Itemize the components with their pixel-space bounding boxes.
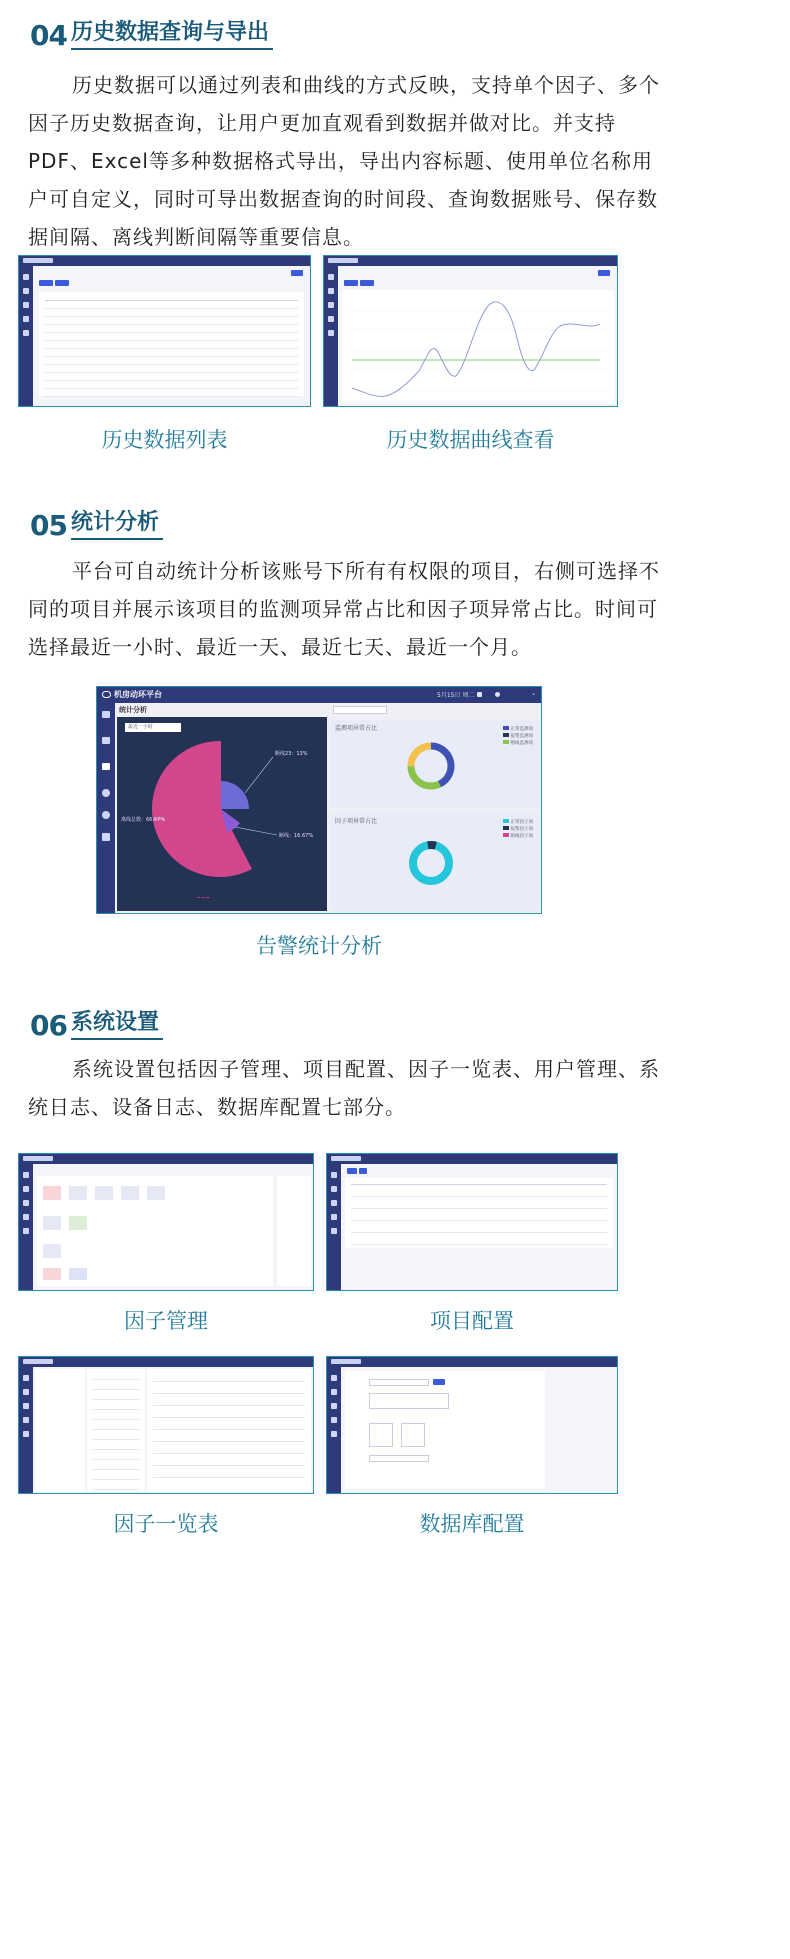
section-paragraph	[28, 1050, 763, 1126]
alarm-pie-chart	[117, 717, 327, 911]
app-sidebar	[19, 266, 33, 406]
app-header	[327, 1154, 617, 1164]
monitor-ratio-panel	[331, 720, 539, 808]
section-number: 05	[30, 509, 67, 542]
legend-item: 断线因子项	[510, 834, 533, 839]
paragraph-line: 据间隔、离线判断间隔等重要信息。	[28, 225, 364, 249]
screenshot-project-config	[326, 1153, 618, 1291]
paragraph-line: 历史数据可以通过列表和曲线的方式反映，支持单个因子、多个	[72, 73, 660, 97]
section-paragraph	[28, 552, 763, 666]
caption-project-config: 项目配置	[430, 1309, 514, 1333]
monitor-donut	[401, 736, 461, 796]
legend-item: 报警因子项	[510, 827, 533, 832]
panel-title: 监测项异常占比	[335, 725, 378, 732]
section-number: 04	[30, 19, 67, 52]
paragraph-line: 系统设置包括因子管理、项目配置、因子一览表、用户管理、系	[72, 1057, 660, 1081]
chevron-down-icon[interactable]: ⌄	[531, 690, 537, 697]
caption-history-curve: 历史数据曲线查看	[386, 428, 555, 452]
app-header	[19, 1357, 313, 1367]
app-logo	[331, 1359, 361, 1364]
paragraph-line: 统日志、设备日志、数据库配置七部分。	[28, 1095, 406, 1119]
time-select[interactable]: 最近一小时	[125, 723, 181, 732]
data-center-icon[interactable]	[102, 763, 110, 770]
header-date: 5月15日 周二	[437, 692, 475, 699]
app-title: 机房动环平台	[114, 690, 162, 699]
app-content	[33, 1367, 313, 1493]
legend	[503, 819, 533, 840]
app-content	[115, 703, 541, 913]
factor-ratio-panel	[331, 813, 539, 911]
app-logo	[23, 1156, 53, 1161]
app-logo	[328, 258, 358, 263]
app-sidebar	[327, 1164, 341, 1290]
pie-slice-small	[221, 781, 249, 809]
screenshot-alarm-statistics	[96, 686, 542, 914]
paragraph-line: 因子历史数据查询，让用户更加直观看到数据并做对比。并支持	[28, 111, 616, 135]
screenshot-database-config	[326, 1356, 618, 1494]
app-content	[338, 266, 617, 406]
app-header	[324, 256, 617, 266]
screenshot-factor-overview	[18, 1356, 314, 1494]
caption-alarm-statistics: 告警统计分析	[256, 934, 382, 958]
app-content	[341, 1164, 617, 1290]
legend-item: 正常监测项	[510, 727, 533, 732]
section-number: 06	[30, 1009, 67, 1042]
caption-factor-overview: 因子一览表	[113, 1512, 219, 1536]
app-header	[19, 1154, 313, 1164]
section-title: 历史数据查询与导出	[71, 20, 273, 50]
legend-item: 报警监测项	[510, 734, 533, 739]
screenshot-history-curve	[323, 255, 618, 407]
section-paragraph	[28, 66, 763, 256]
paragraph-line: PDF、Excel等多种数据格式导出，导出内容标题、使用单位名称用	[28, 149, 653, 173]
paragraph-line: 平台可自动统计分析该账号下所有有权限的项目，右侧可选择不	[72, 559, 660, 583]
app-header	[97, 687, 541, 703]
pie-legend: ━ ━ ━	[197, 895, 210, 901]
app-sidebar	[19, 1164, 33, 1290]
log-icon[interactable]	[102, 833, 110, 841]
factor-donut	[401, 833, 461, 893]
app-sidebar	[327, 1367, 341, 1493]
history-curve-chart	[338, 290, 618, 406]
alarm-icon[interactable]	[102, 811, 110, 819]
app-content	[33, 1164, 313, 1290]
section-title: 统计分析	[71, 510, 163, 540]
settings-icon[interactable]	[102, 789, 110, 797]
pie-panel	[117, 717, 327, 911]
paragraph-line: 同的项目并展示该项目的监测项异常占比和因子项异常占比。时间可	[28, 597, 658, 621]
paragraph-line: 户可自定义，同时可导出数据查询的时间段、查询数据账号、保存数	[28, 187, 658, 211]
page-title: 统计分析	[119, 706, 147, 714]
panel-title: 因子项异常占比	[335, 818, 378, 825]
legend-item: 断线监测项	[510, 741, 533, 746]
section-heading	[30, 1000, 163, 1040]
app-logo	[23, 1359, 53, 1364]
caption-history-list: 历史数据列表	[101, 428, 228, 452]
project-select[interactable]	[333, 706, 387, 714]
caption-database-config: 数据库配置	[419, 1512, 525, 1536]
app-logo	[331, 1156, 361, 1161]
monitor-icon[interactable]	[102, 737, 110, 744]
app-content	[341, 1367, 617, 1493]
caption-factor-management: 因子管理	[124, 1309, 208, 1333]
app-header	[19, 256, 310, 266]
pie-label: 断线：16.67%	[279, 833, 314, 839]
pie-label: 断线23：13%	[275, 751, 308, 757]
app-logo-icon	[102, 691, 111, 698]
app-logo	[23, 258, 53, 263]
app-sidebar	[324, 266, 338, 406]
app-header	[327, 1357, 617, 1367]
bell-icon[interactable]	[477, 692, 482, 697]
screenshot-factor-management	[18, 1153, 314, 1291]
section-title: 系统设置	[71, 1010, 163, 1040]
legend-item: 正常因子项	[510, 820, 533, 825]
app-sidebar	[97, 703, 115, 913]
paragraph-line: 选择最近一小时、最近一天、最近七天、最近一个月。	[28, 635, 532, 659]
user-icon[interactable]	[495, 692, 500, 697]
home-icon[interactable]	[102, 711, 110, 718]
legend	[503, 726, 533, 747]
app-content	[33, 266, 310, 406]
pie-label: 离线总数：66.67%	[121, 817, 166, 823]
screenshot-history-list	[18, 255, 311, 407]
section-heading	[30, 10, 273, 50]
app-sidebar	[19, 1367, 33, 1493]
section-heading	[30, 500, 163, 540]
